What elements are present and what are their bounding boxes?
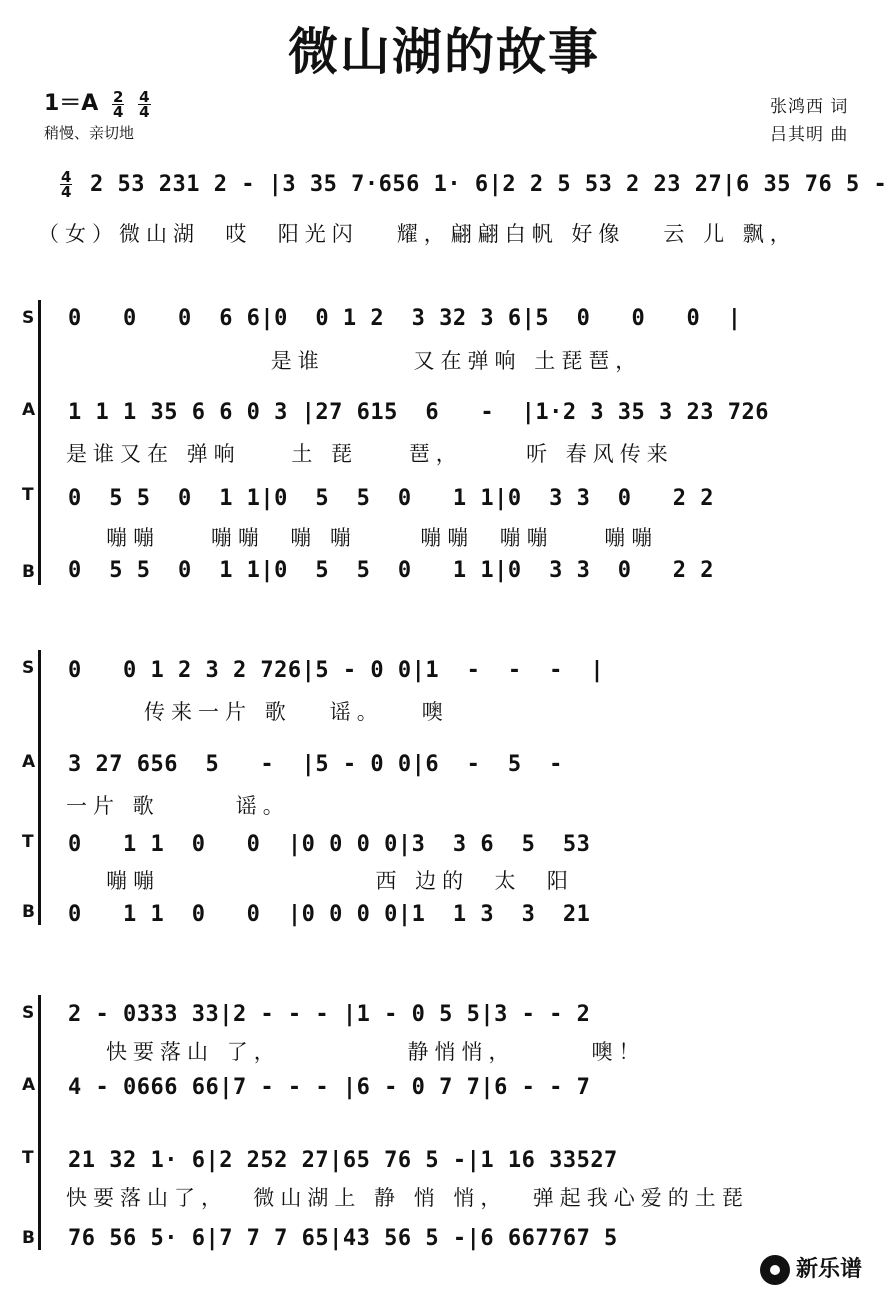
system4-tenor-notes: 21 32 1· 6|2 252 27|65 76 5 -|1 16 33527 — [68, 1148, 618, 1173]
system3-label-soprano: S — [22, 658, 35, 678]
lyricist-credit: 张鸿西 词 — [770, 97, 849, 117]
system2-bracket — [38, 300, 41, 585]
system4-soprano-lyrics: 快要落山 了， 静悄悄， 噢！ — [68, 1040, 646, 1064]
system1-lyrics: （女）微山湖 哎 阳光闪 耀，翩翩白帆 好像 云 儿 飘， — [38, 222, 797, 246]
system2-tenor-notes: 0 5 5 0 1 1|0 5 5 0 1 1|0 3 3 0 2 2 — [68, 486, 715, 511]
system3-alto-lyrics: 一片 歌 谣。 — [66, 794, 290, 818]
system3-bracket — [38, 650, 41, 925]
system3-label-bass: B — [22, 902, 35, 922]
system2-alto-lyrics: 是谁又在 弹响 土 琵 琶， 听 春风传来 — [66, 442, 674, 466]
system2-label-tenor: T — [22, 485, 34, 505]
system2-soprano-lyrics: 是谁 又在弹响 土琵琶， — [68, 349, 643, 373]
record-icon — [760, 1255, 790, 1285]
watermark-text: 新乐谱 — [796, 1257, 863, 1282]
system4-label-tenor: T — [22, 1148, 34, 1168]
system4-bracket — [38, 995, 41, 1250]
system4-tenor-lyrics: 快要落山了， 微山湖上 静 悄 悄， 弹起我心爱的土琵 — [66, 1186, 749, 1210]
system3-tenor-notes: 0 1 1 0 0 |0 0 0 0|3 3 6 5 53 — [68, 832, 591, 857]
system2-soprano-notes: 0 0 0 6 6|0 0 1 2 3 32 3 6|5 0 0 0 | — [68, 306, 742, 331]
system1-notes: 2 53 231 2 - |3 35 7·656 1· 6|2 2 5 53 2 23 27|6 35 76 5 - — [90, 172, 888, 197]
system4-soprano-notes: 2 - 0333 33|2 - - - |1 - 0 5 5|3 - - 2 — [68, 1002, 591, 1027]
system4-alto-notes: 4 - 0666 66|7 - - - |6 - 0 7 7|6 - - 7 — [68, 1075, 591, 1100]
system3-alto-notes: 3 27 656 5 - |5 - 0 0|6 - 5 - — [68, 752, 563, 777]
time-signature-1: $\frac{2}{4}$ — [113, 87, 124, 121]
system4-label-alto: A — [22, 1075, 36, 1095]
tempo-marking: 稍慢、亲切地 — [44, 124, 135, 142]
page-title: 微山湖的故事 — [288, 23, 600, 81]
system4-bass-notes: 76 56 5· 6|7 7 7 65|43 56 5 -|6 667767 5 — [68, 1226, 618, 1251]
system3-soprano-lyrics: 传来一片 歌 谣。 噢 — [68, 700, 449, 724]
composer-credit: 吕其明 曲 — [770, 125, 849, 145]
system3-bass-notes: 0 1 1 0 0 |0 0 0 0|1 1 3 3 21 — [68, 902, 591, 927]
system3-label-tenor: T — [22, 832, 34, 852]
system2-label-alto: A — [22, 400, 36, 420]
system2-alto-notes: 1 1 1 35 6 6 0 3 |27 615 6 - |1·2 3 35 3 23 726 — [68, 400, 770, 425]
system4-label-bass: B — [22, 1228, 35, 1248]
system2-bass-notes: 0 5 5 0 1 1|0 5 5 0 1 1|0 3 3 0 2 2 — [68, 558, 715, 583]
system4-label-soprano: S — [22, 1003, 35, 1023]
system3-tenor-lyrics: 嘣嘣 西 边的 太 阳 — [68, 869, 574, 893]
key-signature — [44, 86, 151, 119]
system3-soprano-notes: 0 0 1 2 3 2 726|5 - 0 0|1 - - - | — [68, 658, 605, 683]
watermark-logo — [760, 1252, 862, 1285]
system3-label-alto: A — [22, 752, 36, 772]
key-label: 1＝A — [44, 91, 99, 116]
system2-label-bass: B — [22, 562, 35, 582]
system2-label-soprano: S — [22, 308, 35, 328]
system2-tenor-lyrics: 嘣嘣 嘣嘣 嘣 嘣 嘣嘣 嘣嘣 嘣嘣 — [68, 526, 659, 550]
time-signature-2: $\frac{4}{4}$ — [139, 87, 150, 121]
system1-time-signature: $\frac{4}{4}$ — [61, 168, 72, 201]
